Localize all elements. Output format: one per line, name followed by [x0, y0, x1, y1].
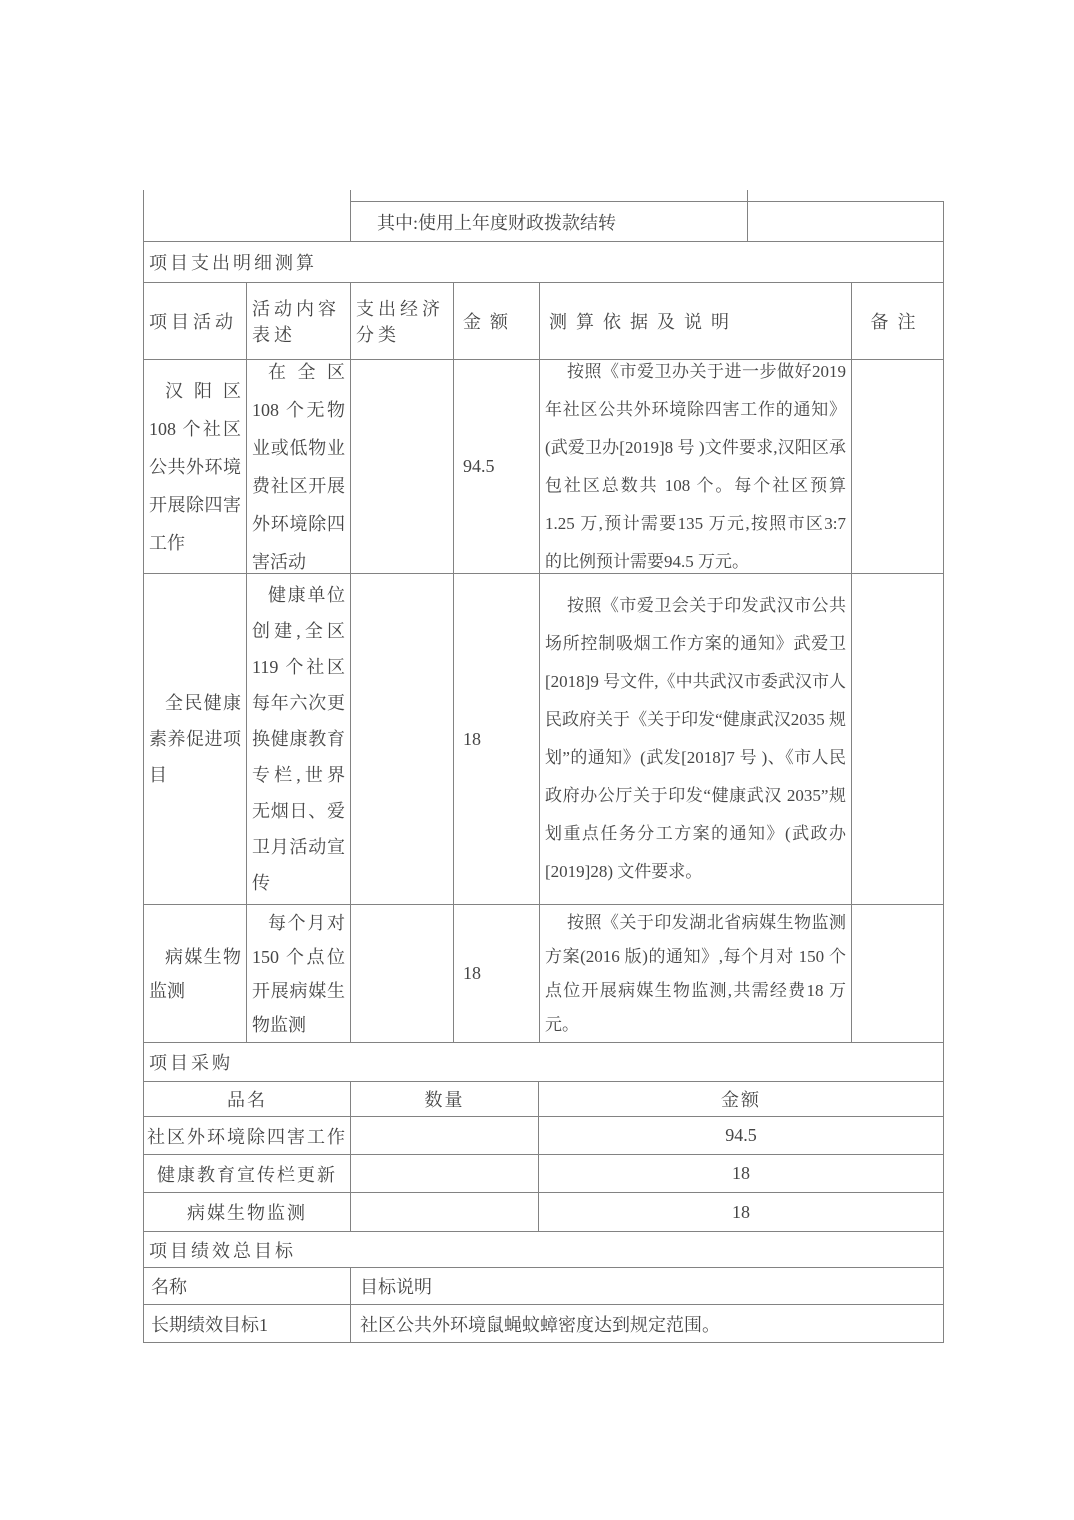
performance-row-1 — [143, 1305, 944, 1343]
carryover-label: 其中:使用上年度财政拨款结转 — [377, 212, 616, 233]
row1-content-text: 在全区108 个无物业或低物业费社区开展外环境除四害活动 — [252, 361, 345, 572]
procurement-section-title: 项目采购 — [144, 1043, 944, 1082]
row3-category — [351, 905, 454, 1043]
cutoff-row-top — [143, 190, 944, 201]
row2-category — [351, 574, 454, 905]
procurement-row2-name: 健康教育宣传栏更新 — [144, 1155, 351, 1193]
header-category: 支出经济分类 — [351, 283, 454, 360]
row3-activity — [144, 905, 247, 1043]
row1-basis-text: 按照《市爱卫办关于进一步做好2019年社区公共外环境除四害工作的通知》(武爱卫办[2019]8 号 )文件要求,汉阳区承包社区总数共 108 个。每个社区预算1.25 万,预计需要135 万元,按照市区3:7 的比例预计需要94.5 万元。 — [545, 361, 846, 571]
expenditure-row-2 — [143, 574, 944, 905]
procurement-row-2 — [143, 1155, 944, 1193]
row3-activity-text: 病媒生物监测 — [149, 946, 241, 1001]
procurement-row-1 — [143, 1117, 944, 1155]
row3-basis-text: 按照《关于印发湖北省病媒生物监测方案(2016 版)的通知》,每个月对 150 个点位开展病媒生物监测,共需经费18 万元。 — [545, 912, 846, 1034]
row3-content — [247, 905, 351, 1043]
carryover-cell — [351, 201, 748, 242]
procurement-header-quantity: 数量 — [351, 1082, 539, 1117]
procurement-row-3 — [143, 1193, 944, 1232]
performance-title-row — [143, 1232, 944, 1268]
carryover-row — [143, 201, 944, 242]
cutoff-cell-right — [748, 190, 944, 201]
procurement-row2-amount: 18 — [539, 1155, 944, 1193]
row2-activity — [144, 574, 247, 905]
expenditure-row-3 — [143, 905, 944, 1043]
header-activity: 项目活动 — [144, 283, 247, 360]
row1-amount: 94.5 — [454, 360, 540, 574]
performance-section-title: 项目绩效总目标 — [144, 1232, 944, 1268]
header-amount: 金额 — [454, 283, 540, 360]
row2-activity-text: 全民健康素养促进项目 — [149, 693, 241, 785]
row3-basis — [540, 905, 852, 1043]
row1-activity-text: 汉阳区108 个社区公共外环境开展除四害工作 — [149, 380, 241, 553]
budget-table-document — [143, 190, 944, 1343]
header-content: 活动内容表述 — [247, 283, 351, 360]
performance-header-description: 目标说明 — [351, 1268, 944, 1305]
carryover-empty-left — [144, 201, 351, 242]
row1-remark — [852, 360, 944, 574]
procurement-header-name: 品名 — [144, 1082, 351, 1117]
row2-remark — [852, 574, 944, 905]
performance-header-name: 名称 — [144, 1268, 351, 1305]
carryover-empty-right — [748, 201, 944, 242]
row1-basis — [540, 360, 852, 574]
performance-row1-name: 长期绩效目标1 — [144, 1305, 351, 1343]
expenditure-row-1 — [143, 360, 944, 574]
procurement-row1-quantity — [351, 1117, 539, 1155]
procurement-row3-quantity — [351, 1193, 539, 1232]
row3-remark — [852, 905, 944, 1043]
cutoff-cell-left — [144, 190, 351, 201]
row2-content — [247, 574, 351, 905]
header-remark: 备注 — [852, 283, 944, 360]
row2-amount: 18 — [454, 574, 540, 905]
row2-basis — [540, 574, 852, 905]
expenditure-title-row — [143, 242, 944, 283]
row1-content — [247, 360, 351, 574]
row1-activity — [144, 360, 247, 574]
procurement-header-row — [143, 1082, 944, 1117]
procurement-row2-quantity — [351, 1155, 539, 1193]
procurement-title-row — [143, 1043, 944, 1082]
header-basis: 测算依据及说明 — [540, 283, 852, 360]
performance-row1-description: 社区公共外环境鼠蝇蚊蟑密度达到规定范围。 — [351, 1305, 944, 1343]
row1-category — [351, 360, 454, 574]
procurement-row1-amount: 94.5 — [539, 1117, 944, 1155]
row3-amount: 18 — [454, 905, 540, 1043]
row2-basis-text: 按照《市爱卫会关于印发武汉市公共场所控制吸烟工作方案的通知》武爱卫[2018]9 号文件,《中共武汉市委武汉市人民政府关于《关于印发“健康武汉2035 规划”的通知》(武发[2018]7 号 )、《市人民政府办公厅关于印发“健康武汉 2035”规划重点任务分工方案的通知》(武政办[2019]28) 文件要求。 — [545, 596, 846, 881]
cutoff-cell-mid — [351, 190, 748, 201]
procurement-row1-name: 社区外环境除四害工作 — [144, 1117, 351, 1155]
row2-content-text: 健康单位创建,全区119 个社区每年六次更换健康教育专栏,世界无烟日、爱卫月活动宣传 — [252, 585, 345, 893]
procurement-row3-amount: 18 — [539, 1193, 944, 1232]
expenditure-header-row — [143, 283, 944, 360]
performance-header-row — [143, 1268, 944, 1305]
row3-content-text: 每个月对150 个点位开展病媒生物监测 — [252, 912, 345, 1035]
procurement-row3-name: 病媒生物监测 — [144, 1193, 351, 1232]
expenditure-section-title: 项目支出明细测算 — [144, 242, 944, 283]
procurement-header-amount: 金额 — [539, 1082, 944, 1117]
